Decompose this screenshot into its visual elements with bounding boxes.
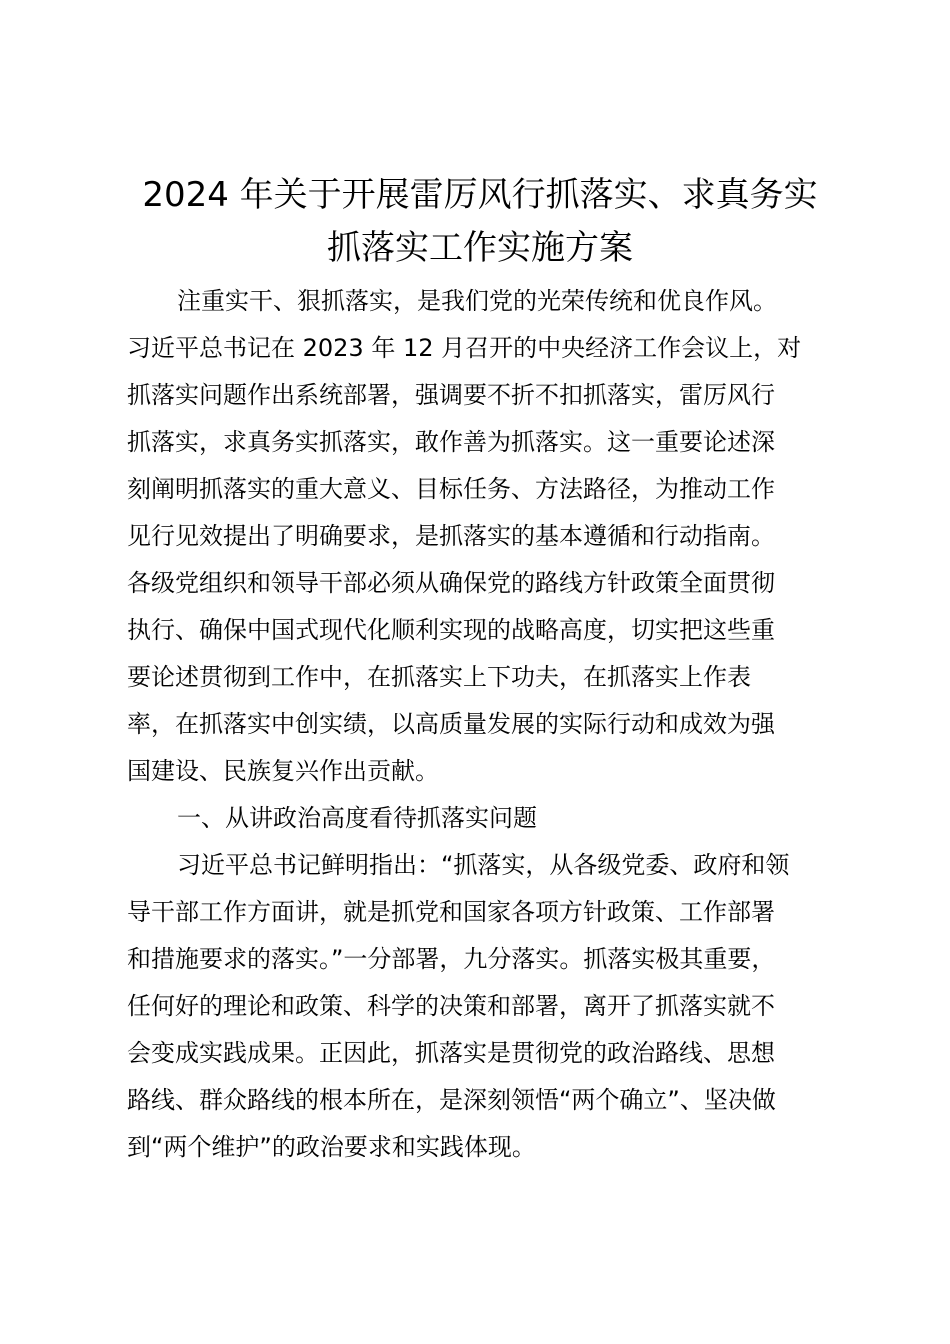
paragraph-1-line-10: 率，在抓落实中创实绩，以高质量发展的实际行动和成效为强 — [127, 710, 775, 738]
paragraph-2-line-4: 任何好的理论和政策、科学的决策和部署，离开了抓落实就不 — [127, 992, 775, 1020]
section-heading-1: 一、从讲政治高度看待抓落实问题 — [177, 804, 537, 832]
document-title-line-2: 抓落实工作实施方案 — [327, 228, 633, 268]
paragraph-1-line-6: 见行见效提出了明确要求，是抓落实的基本遵循和行动指南。 — [127, 522, 775, 550]
paragraph-1-line-3: 抓落实问题作出系统部署，强调要不折不扣抓落实，雷厉风行 — [127, 381, 775, 409]
paragraph-1-line-2: 习近平总书记在 2023 年 12 月召开的中央经济工作会议上，对 — [127, 334, 802, 362]
paragraph-1-line-5: 刻阐明抓落实的重大意义、目标任务、方法路径，为推动工作 — [127, 475, 775, 503]
paragraph-2-line-7: 到“两个维护”的政治要求和实践体现。 — [127, 1133, 536, 1161]
paragraph-1-line-7: 各级党组织和领导干部必须从确保党的路线方针政策全面贯彻 — [127, 569, 775, 597]
paragraph-1-line-1: 注重实干、狠抓落实，是我们党的光荣传统和优良作风。 — [177, 287, 777, 315]
paragraph-2-line-3: 和措施要求的落实。”一分部署，九分落实。抓落实极其重要， — [127, 945, 776, 973]
paragraph-2-line-5: 会变成实践成果。正因此，抓落实是贯彻党的政治路线、思想 — [127, 1039, 775, 1067]
paragraph-1-line-8: 执行、确保中国式现代化顺利实现的战略高度，切实把这些重 — [127, 616, 775, 644]
paragraph-1-line-9: 要论述贯彻到工作中，在抓落实上下功夫，在抓落实上作表 — [127, 663, 751, 691]
paragraph-2-line-1: 习近平总书记鲜明指出：“抓落实，从各级党委、政府和领 — [177, 851, 790, 879]
paragraph-2-line-2: 导干部工作方面讲，就是抓党和国家各项方针政策、工作部署 — [127, 898, 775, 926]
paragraph-2-line-6: 路线、群众路线的根本所在，是深刻领悟“两个确立”、坚决做 — [127, 1086, 776, 1114]
document-title-line-1: 2024 年关于开展雷厉风行抓落实、求真务实 — [142, 175, 818, 215]
paragraph-1-line-11: 国建设、民族复兴作出贡献。 — [127, 757, 439, 785]
paragraph-1-line-4: 抓落实，求真务实抓落实，敢作善为抓落实。这一重要论述深 — [127, 428, 775, 456]
